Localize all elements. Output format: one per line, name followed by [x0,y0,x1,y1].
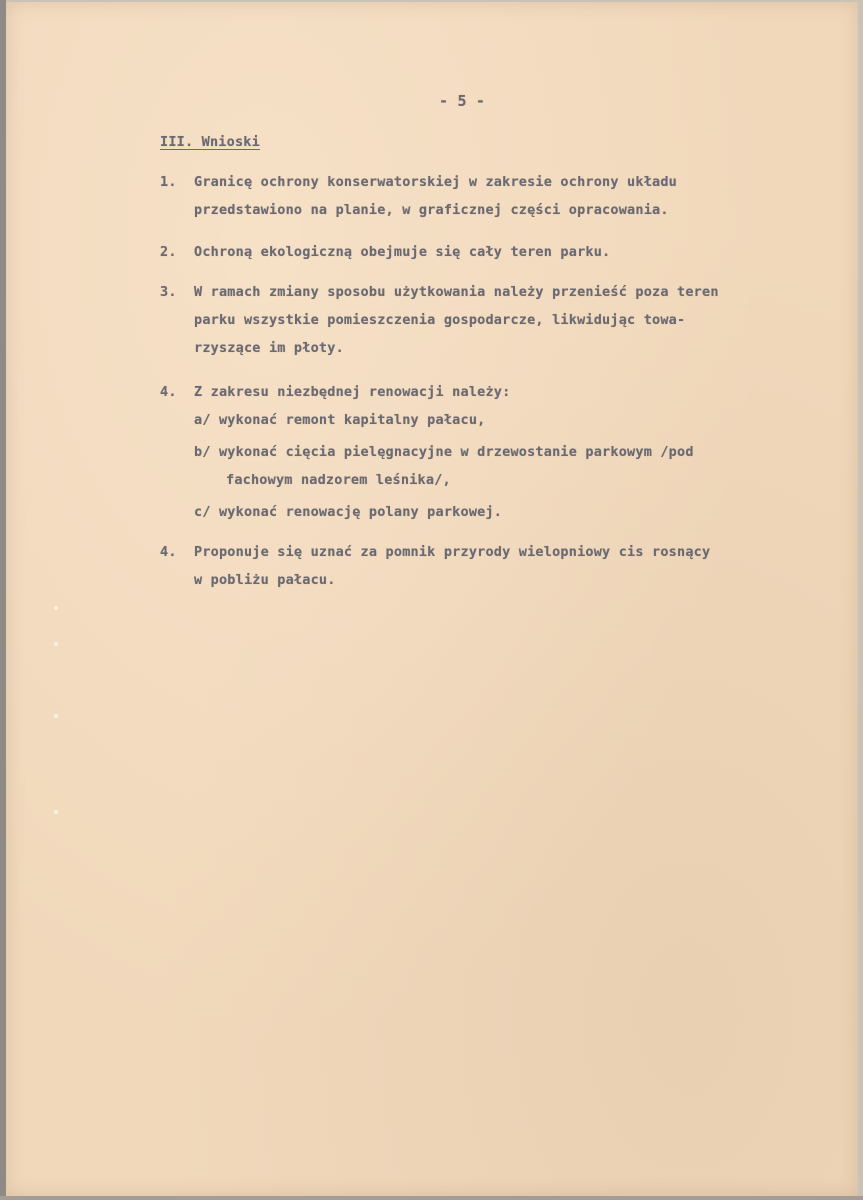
subitem-c: c/ wykonać renowację polany parkowej. [194,504,503,520]
item-number: 3. [160,284,177,300]
item-text-line: Granicę ochrony konserwatorskiej w zakresie ochrony układu [194,174,678,190]
item-text-line: w pobliżu pałacu. [194,572,336,588]
item-text-line: przedstawiono na planie, w graficznej części opracowania. [194,202,669,218]
item-number: 4. [160,384,177,400]
subitem-b-continuation: fachowym nadzorem leśnika/, [226,472,451,488]
subitem-a: a/ wykonać remont kapitalny pałacu, [194,412,486,428]
item-text-line: Z zakresu niezbędnej renowacji należy: [194,384,511,400]
item-text-line: parku wszystkie pomieszczenia gospodarcze, likwidując towa- [194,312,686,328]
subitem-b: b/ wykonać cięcia pielęgnacyjne w drzewostanie parkowym /pod [194,444,694,460]
item-number: 4. [160,544,177,560]
item-number: 1. [160,174,177,190]
item-text-line: rzyszące im płoty. [194,340,344,356]
item-text-line: Proponuje się uznać za pomnik przyrody wielopniowy cis rosnący [194,544,711,560]
item-text-line: W ramach zmiany sposobu użytkowania należy przenieść poza teren [194,284,719,300]
document-page [6,2,858,1196]
typewritten-text [6,2,858,1196]
item-text-line: Ochroną ekologiczną obejmuje się cały teren parku. [194,244,611,260]
page-number: - 5 - [439,92,486,110]
item-number: 2. [160,244,177,260]
scan-edge-bottom [0,1196,863,1200]
section-heading: III. Wnioski [160,134,260,150]
